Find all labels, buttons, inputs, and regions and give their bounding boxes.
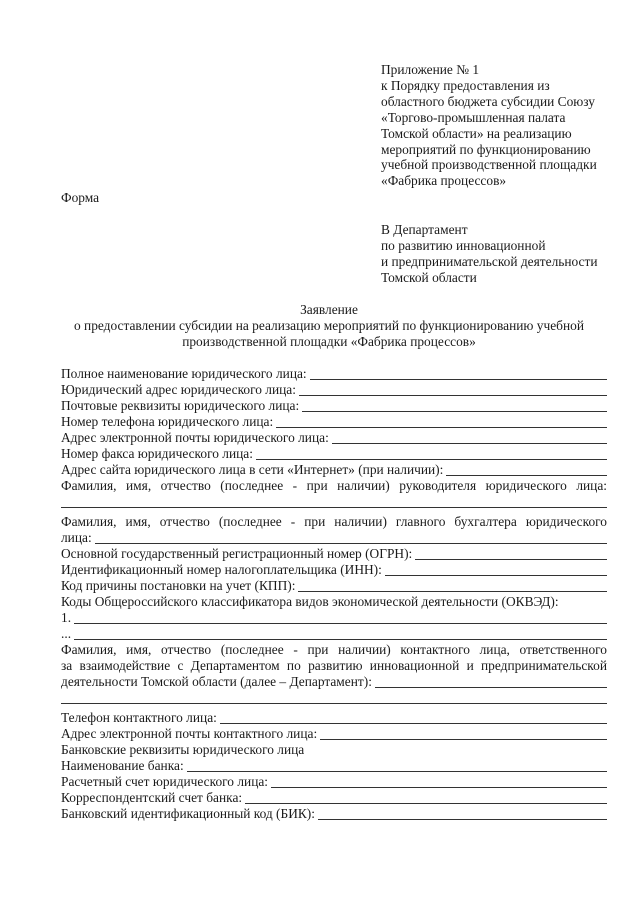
phone-field[interactable] [276, 415, 607, 428]
accountant-row [61, 530, 607, 546]
head-name-label: Фамилия, имя, отчество (последнее - при наличии) руководителя юридического лица: [61, 478, 607, 493]
bank-name-row [61, 758, 607, 774]
corr-account-row [61, 790, 607, 806]
bik-label: Банковский идентификационный код (БИК): [61, 806, 315, 821]
postal-label: Почтовые реквизиты юридического лица: [61, 398, 300, 413]
appendix-line: к Порядку предоставления из [381, 77, 550, 93]
addressee-line: по развитию инновационной [381, 237, 546, 253]
kpp-field[interactable] [298, 579, 607, 592]
ogrn-row [61, 546, 607, 562]
full-name-field[interactable] [310, 367, 607, 380]
phone-row [61, 414, 607, 430]
inn-row [61, 562, 607, 578]
form-label: Форма [61, 190, 100, 205]
okved-more-label: ... [61, 626, 72, 641]
contact-email-field[interactable] [320, 727, 607, 740]
okved-label: Коды Общероссийского классификатора видов экономической деятельности (ОКВЭД): [61, 594, 559, 609]
contact-label: Фамилия, имя, отчество (последнее - при наличии) контактного лица, ответственного [61, 642, 607, 657]
inn-field[interactable] [385, 563, 607, 576]
ogrn-label: Основной государственный регистрационный номер (ОГРН): [61, 546, 413, 561]
bank-details-heading: Банковские реквизиты юридического лица [61, 742, 305, 757]
postal-row [61, 398, 607, 414]
contact-phone-label: Телефон контактного лица: [61, 710, 217, 725]
title-line: о предоставлении субсидии на реализацию мероприятий по функционированию учебной [73, 317, 584, 333]
okved-more-field[interactable] [74, 627, 607, 640]
contact-email-row [61, 726, 607, 742]
accountant-label-end: лица: [61, 530, 92, 545]
fax-row [61, 446, 607, 462]
okved-item-field[interactable] [74, 611, 607, 624]
document-title [48, 302, 610, 350]
legal-address-row [61, 382, 607, 398]
account-field[interactable] [271, 775, 607, 788]
addressee-block [381, 222, 631, 286]
account-row [61, 774, 607, 790]
corr-account-field[interactable] [245, 791, 607, 804]
bank-name-label: Наименование банка: [61, 758, 184, 773]
website-row [61, 462, 607, 478]
okved-more-row [61, 626, 607, 642]
contact-phone-field[interactable] [220, 711, 607, 724]
phone-label: Номер телефона юридического лица: [61, 414, 274, 429]
contact-label-end: деятельности Томской области (далее – Департамент): [61, 674, 372, 689]
application-fields [61, 366, 607, 822]
appendix-line: мероприятий по функционированию [381, 141, 591, 157]
email-field[interactable] [332, 431, 607, 444]
appendix-line: «Фабрика процессов» [381, 173, 507, 189]
fax-field[interactable] [256, 447, 607, 460]
okved-item-row [61, 610, 607, 626]
bank-name-field[interactable] [187, 759, 607, 772]
fax-label: Номер факса юридического лица: [61, 446, 253, 461]
contact-phone-row [61, 710, 607, 726]
kpp-row [61, 578, 607, 594]
title-heading: Заявление [300, 302, 358, 317]
appendix-line: учебной производственной площадки [381, 157, 597, 173]
appendix-line: Приложение № 1 [381, 62, 480, 77]
appendix-line: Томской области» на реализацию [381, 125, 572, 141]
bik-field[interactable] [318, 807, 607, 820]
contact-row [61, 674, 607, 690]
bik-row [61, 806, 607, 822]
kpp-label: Код причины постановки на учет (КПП): [61, 578, 296, 593]
email-label: Адрес электронной почты юридического лица: [61, 430, 329, 445]
addressee-line: и предпринимательской деятельности [381, 253, 598, 269]
account-label: Расчетный счет юридического лица: [61, 774, 269, 789]
website-label: Адрес сайта юридического лица в сети «Интернет» (при наличии): [61, 462, 444, 477]
email-row [61, 430, 607, 446]
legal-address-label: Юридический адрес юридического лица: [61, 382, 296, 397]
addressee-line: В Департамент [381, 222, 468, 237]
head-name-field[interactable] [61, 494, 607, 510]
postal-field[interactable] [302, 399, 607, 412]
contact-field[interactable] [375, 675, 607, 688]
title-line: производственной площадки «Фабрика процессов» [182, 333, 476, 349]
ogrn-field[interactable] [415, 547, 607, 560]
appendix-line: областного бюджета субсидии Союзу [381, 93, 595, 109]
legal-address-field[interactable] [299, 383, 607, 396]
appendix-line: «Торгово-промышленная палата [381, 109, 566, 125]
corr-account-label: Корреспондентский счет банка: [61, 790, 243, 805]
addressee-line: Томской области [381, 269, 477, 285]
contact-label-cont: за взаимодействие с Департаментом по развитию инновационной и предпринимательской [61, 658, 607, 673]
website-field[interactable] [446, 463, 607, 476]
contact-field-extra[interactable] [61, 690, 607, 706]
accountant-label: Фамилия, имя, отчество (последнее - при наличии) главного бухгалтера юридического [61, 514, 607, 529]
full-name-label: Полное наименование юридического лица: [61, 366, 307, 381]
accountant-field[interactable] [95, 531, 607, 544]
appendix-note [381, 62, 631, 189]
full-name-row [61, 366, 607, 382]
inn-label: Идентификационный номер налогоплательщика (ИНН): [61, 562, 382, 577]
contact-email-label: Адрес электронной почты контактного лица: [61, 726, 318, 741]
okved-item-number: 1. [61, 610, 72, 625]
